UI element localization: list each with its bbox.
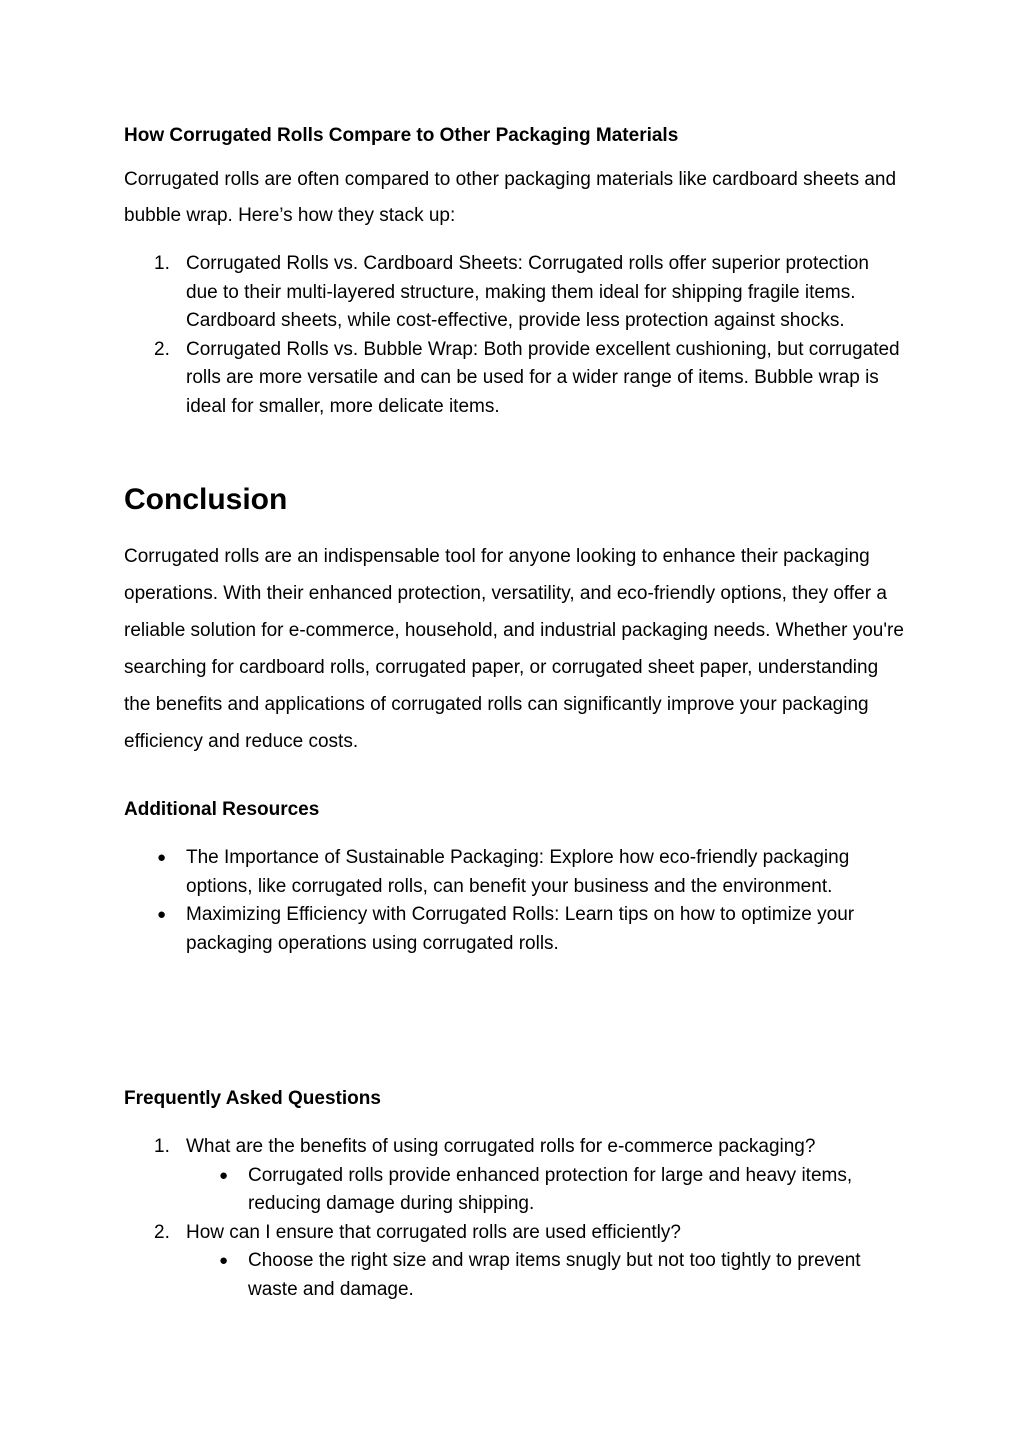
faq-question: How can I ensure that corrugated rolls are used efficiently?: [186, 1221, 681, 1243]
resources-heading: Additional Resources: [124, 799, 320, 820]
list-item-text: Maximizing Efficiency with Corrugated Rolls: Learn tips on how to optimize your packaging operations using corrugated rolls.: [186, 904, 855, 954]
list-item: [124, 901, 904, 958]
bullet-icon: ●: [219, 1252, 229, 1269]
faq-answer-list: [186, 1162, 904, 1219]
faq-item: [124, 1219, 904, 1305]
compare-list: [124, 250, 904, 421]
faq-answer: Corrugated rolls provide enhanced protection for large and heavy items, reducing damage during shipping.: [248, 1164, 853, 1214]
conclusion-body: Corrugated rolls are an indispensable tool for anyone looking to enhance their packaging operations. With their enhanced protection, versatility, and eco-friendly options, they offer a reliable solution for e-commerce, household, and industrial packaging needs. Whether you're searching for cardboard rolls, corrugated paper, or corrugated sheet paper, understanding the benefits and applications of corrugated rolls can significantly improve your packaging efficiency and reduce costs.: [124, 546, 904, 752]
list-item: [124, 336, 904, 422]
faq-answer-item: [186, 1162, 904, 1219]
faq-heading: Frequently Asked Questions: [124, 1088, 381, 1109]
compare-heading: How Corrugated Rolls Compare to Other Packaging Materials: [124, 125, 679, 146]
conclusion-heading: Conclusion: [124, 483, 288, 516]
list-marker: 2.: [154, 338, 170, 360]
bullet-icon: ●: [157, 849, 167, 866]
list-item-text: Corrugated Rolls vs. Bubble Wrap: Both provide excellent cushioning, but corrugated rolls are more versatile and can be used for a wider range of items. Bubble wrap is ideal for smaller, more delicate items.: [186, 338, 900, 417]
bullet-icon: ●: [219, 1166, 229, 1184]
faq-answer-item: [186, 1247, 904, 1304]
list-marker: 1.: [154, 253, 170, 274]
faq-list: [124, 1133, 904, 1304]
list-item: [124, 844, 904, 901]
list-item-text: The Importance of Sustainable Packaging: Explore how eco-friendly packaging options, like corrugated rolls, can benefit your business and the environment.: [186, 847, 850, 897]
faq-question: What are the benefits of using corrugated rolls for e-commerce packaging?: [186, 1136, 816, 1157]
list-marker: 2.: [154, 1221, 170, 1243]
compare-intro: Corrugated rolls are often compared to other packaging materials like cardboard sheets and bubble wrap. Here’s how they stack up:: [124, 169, 897, 226]
faq-answer-list: [186, 1247, 904, 1304]
list-marker: 1.: [154, 1136, 170, 1157]
bullet-icon: ●: [157, 906, 167, 923]
faq-item: [124, 1133, 904, 1219]
list-item: [124, 250, 904, 336]
faq-answer: Choose the right size and wrap items snugly but not too tightly to prevent waste and damage.: [248, 1250, 861, 1300]
resources-list: [124, 844, 904, 958]
list-item-text: Corrugated Rolls vs. Cardboard Sheets: Corrugated rolls offer superior protection due to their multi-layered structure, making them ideal for shipping fragile items. Cardboard sheets, while cost-effective, provide less protection against shocks.: [186, 253, 869, 331]
